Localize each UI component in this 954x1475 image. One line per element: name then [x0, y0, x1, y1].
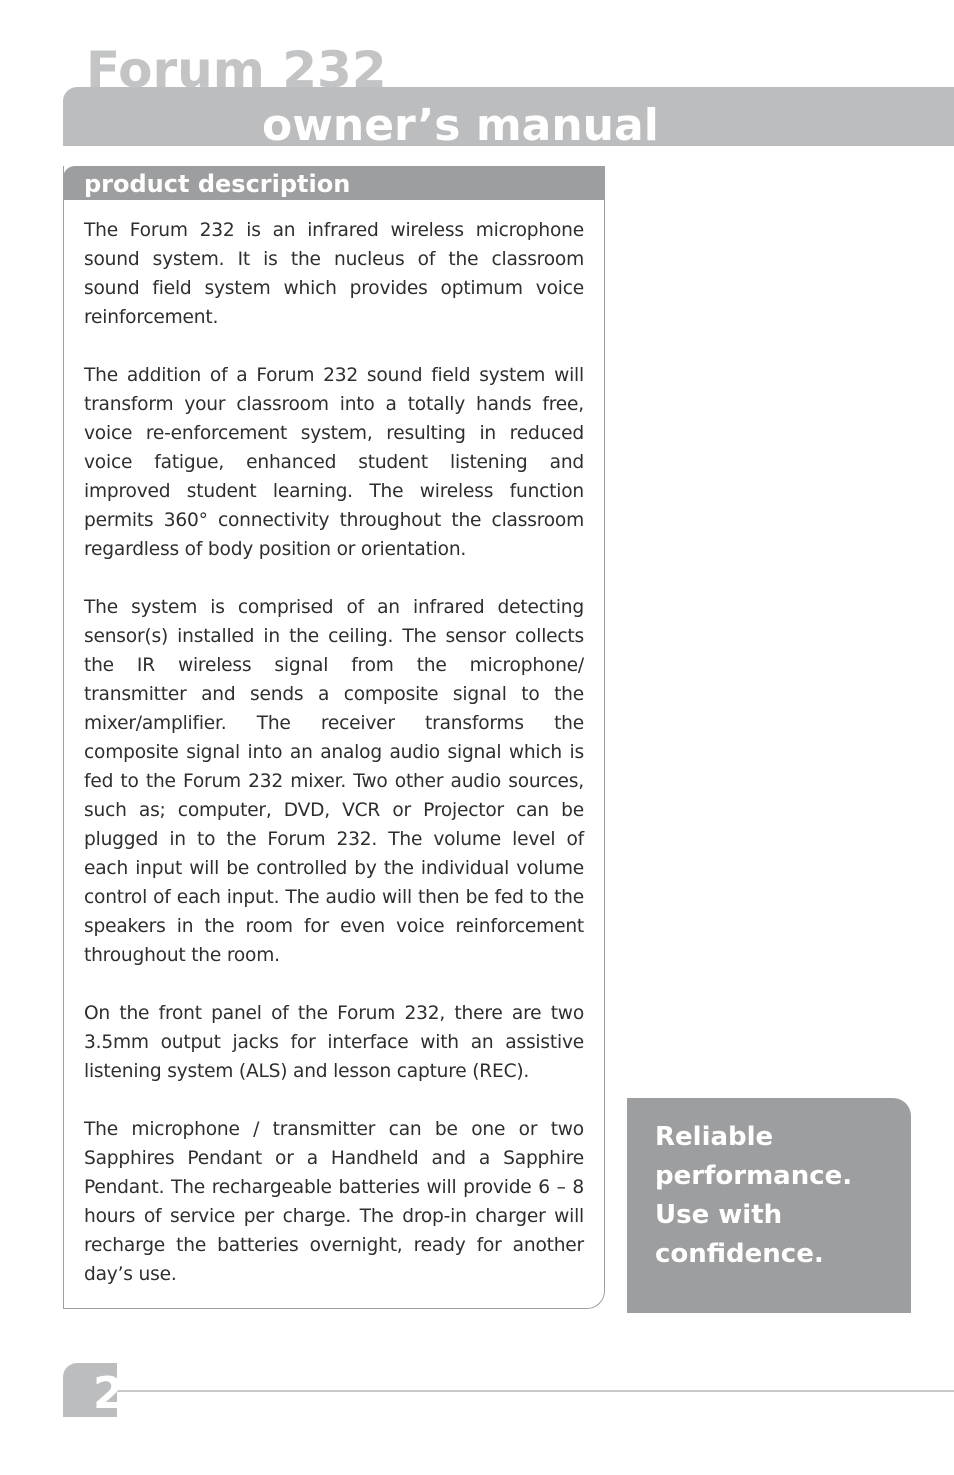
paragraph-benefits: The addition of a Forum 232 sound field system will transform your classroom into a totally hands free, voice re-enforcement system, resulting in reduced voice fatigue, enhanced student listening and improved student learning. The wireless function permits 360° connectivity throughout the classroom regardless of body position or orientation.	[84, 365, 584, 560]
paragraph-system: The system is comprised of an infrared detecting sensor(s) installed in the ceiling. The sensor collects the IR wireless signal from the microphone/ transmitter and sends a composite signal to the mixer/amplifier. The receiver transforms the composite signal into an analog audio signal which is fed to the Forum 232 mixer. Two other audio sources, such as; computer, DVD, VCR or Projector can be plugged in to the Forum 232. The volume level of each input will be controlled by the individual volume control of each input. The audio will then be fed to the speakers in the room for even voice reinforcement throughout the room.	[84, 597, 584, 966]
page-number: 2	[93, 1368, 124, 1419]
callout-box	[627, 1098, 911, 1313]
footer-divider	[117, 1390, 954, 1392]
paragraph-transmitter: The microphone / transmitter can be one or two Sapphires Pendant or a Handheld and a Sapphire Pendant. The rechargeable batteries will provide 6 – 8 hours of service per charge. The drop-in charger will recharge the batteries overnight, ready for another day’s use.	[84, 1119, 584, 1285]
document-subtitle: owner’s manual	[262, 100, 659, 151]
page-number-tab	[63, 1363, 124, 1419]
section-body	[84, 216, 584, 1289]
paragraph-intro: The Forum 232 is an infrared wireless microphone sound system. It is the nucleus of the classroom sound field system which provides optimum voice reinforcement.	[84, 220, 584, 328]
section-title: product description	[84, 170, 351, 198]
document-title: Forum 232	[86, 41, 387, 99]
callout-text: Reliable performance. Use with confidence.	[655, 1122, 853, 1269]
paragraph-front-panel: On the front panel of the Forum 232, there are two 3.5mm output jacks for interface with an assistive listening system (ALS) and lesson capture (REC).	[84, 1003, 584, 1082]
